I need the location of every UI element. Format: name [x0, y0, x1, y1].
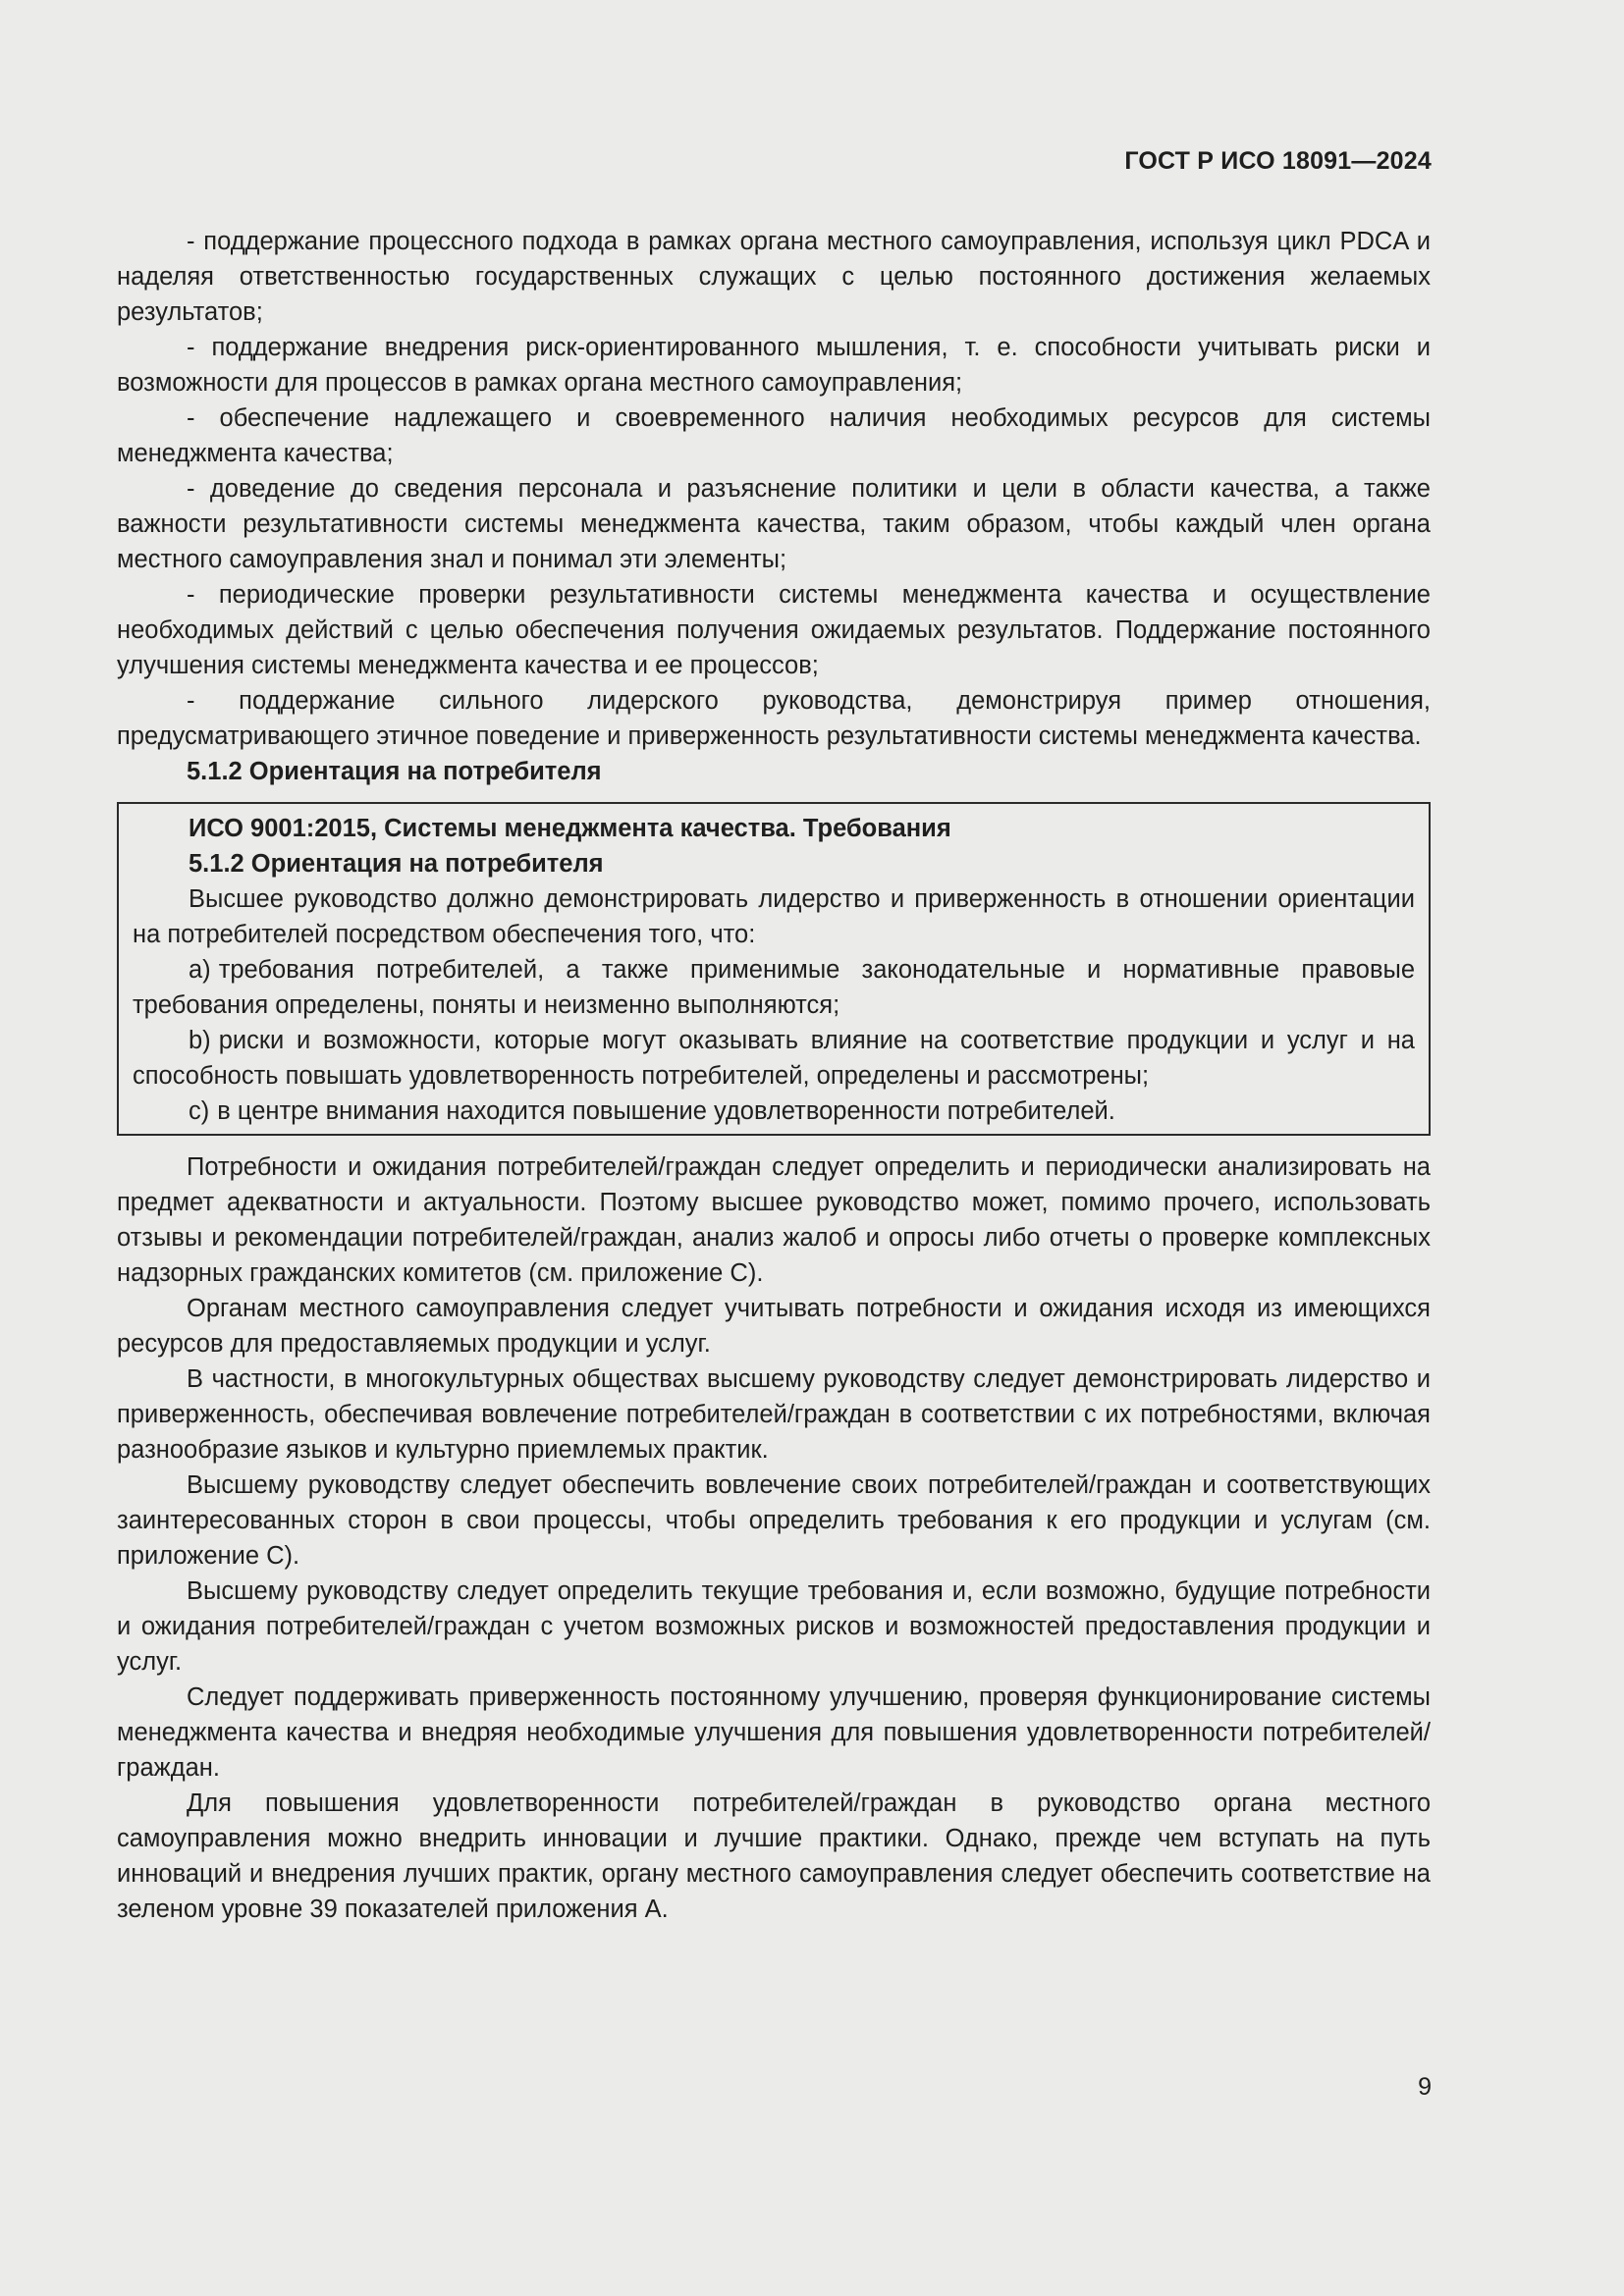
quote-source: ИСО 9001:2015, Системы менеджмента качества. Требования: [189, 815, 951, 842]
page-content: [117, 224, 1431, 1927]
section-heading: 5.1.2 Ориентация на потребителя: [187, 758, 602, 785]
iso-quote-box: [117, 802, 1431, 1136]
quote-list-item: [133, 1094, 1415, 1129]
quote-item-text: в центре внимания находится повышение удовлетворенности потребителей.: [217, 1097, 1115, 1125]
body-paragraph: Для повышения удовлетворенности потребителей/граждан в руководство органа местного самоуправления можно внедрить инновации и лучшие практики. Однако, прежде чем вступать на путь инноваций и внедрения лучших практик, органу местного самоуправления следует обеспечить соответствие на зеленом уровне 39 показателей приложения А.: [117, 1789, 1431, 1923]
quote-item-text: риски и возможности, которые могут оказывать влияние на соответствие продукции и услуг и на способность повышать удовлетворенность потребителей, определены и рассмотрены;: [133, 1027, 1415, 1090]
bullet-item: - периодические проверки результативности системы менеджмента качества и осуществление необходимых действий с целью обеспечения получения ожидаемых результатов. Поддержание постоянного улучшения системы менеджмента качества и ее процессов;: [117, 581, 1431, 679]
bullet-item: - обеспечение надлежащего и своевременного наличия необходимых ресурсов для системы менеджмента качества;: [117, 404, 1431, 467]
quote-list-item: [133, 952, 1415, 1023]
bullet-item: - поддержание сильного лидерского руководства, демонстрируя пример отношения, предусматривающего этичное поведение и приверженность результативности системы менеджмента качества.: [117, 687, 1431, 750]
body-paragraph: Следует поддерживать приверженность постоянному улучшению, проверяя функционирование системы менеджмента качества и внедряя необходимые улучшения для повышения удовлетворенности потребителей/граждан.: [117, 1683, 1431, 1782]
quote-heading: 5.1.2 Ориентация на потребителя: [189, 850, 604, 878]
bullet-item: - поддержание процессного подхода в рамках органа местного самоуправления, используя цикл PDCA и наделяя ответственностью государственных служащих с целью постоянного достижения желаемых результатов;: [117, 228, 1431, 326]
body-paragraph: Органам местного самоуправления следует учитывать потребности и ожидания исходя из имеющихся ресурсов для предоставляемых продукции и услуг.: [117, 1295, 1431, 1358]
quote-list-item: [133, 1023, 1415, 1094]
bullet-item: - доведение до сведения персонала и разъяснение политики и цели в области качества, а также важности результативности системы менеджмента качества, таким образом, чтобы каждый член органа местного самоуправления знал и понимал эти элементы;: [117, 475, 1431, 573]
bullet-item: - поддержание внедрения риск-ориентированного мышления, т. е. способности учитывать риски и возможности для процессов в рамках органа местного самоуправления;: [117, 334, 1431, 397]
body-paragraph: Высшему руководству следует определить текущие требования и, если возможно, будущие потребности и ожидания потребителей/граждан с учетом возможных рисков и возможностей предоставления продукции и услуг.: [117, 1577, 1431, 1676]
quote-item-label: c): [189, 1097, 210, 1125]
page-number: 9: [1418, 2073, 1432, 2101]
quote-item-label: a): [189, 956, 211, 984]
body-paragraph: Потребности и ожидания потребителей/граждан следует определить и периодически анализировать на предмет адекватности и актуальности. Поэтому высшее руководство может, помимо прочего, использовать отзывы и рекомендации потребителей/граждан, анализ жалоб и опросы либо отчеты о проверке комплексных надзорных гражданских комитетов (см. приложение С).: [117, 1153, 1431, 1287]
document-code-header: ГОСТ Р ИСО 18091—2024: [1124, 147, 1432, 175]
body-paragraph: Высшему руководству следует обеспечить вовлечение своих потребителей/граждан и соответствующих заинтересованных сторон в свои процессы, чтобы определить требования к его продукции и услугам (см. приложение С).: [117, 1471, 1431, 1570]
quote-intro: Высшее руководство должно демонстрировать лидерство и приверженность в отношении ориентации на потребителей посредством обеспечения того, что:: [133, 885, 1415, 948]
quote-item-label: b): [189, 1027, 211, 1054]
body-paragraph: В частности, в многокультурных обществах высшему руководству следует демонстрировать лидерство и приверженность, обеспечивая вовлечение потребителей/граждан в соответствии с их потребностями, включая разнообразие языков и культурно приемлемых практик.: [117, 1365, 1431, 1464]
quote-item-text: требования потребителей, а также применимые законодательные и нормативные правовые требования определены, поняты и неизменно выполняются;: [133, 956, 1415, 1019]
